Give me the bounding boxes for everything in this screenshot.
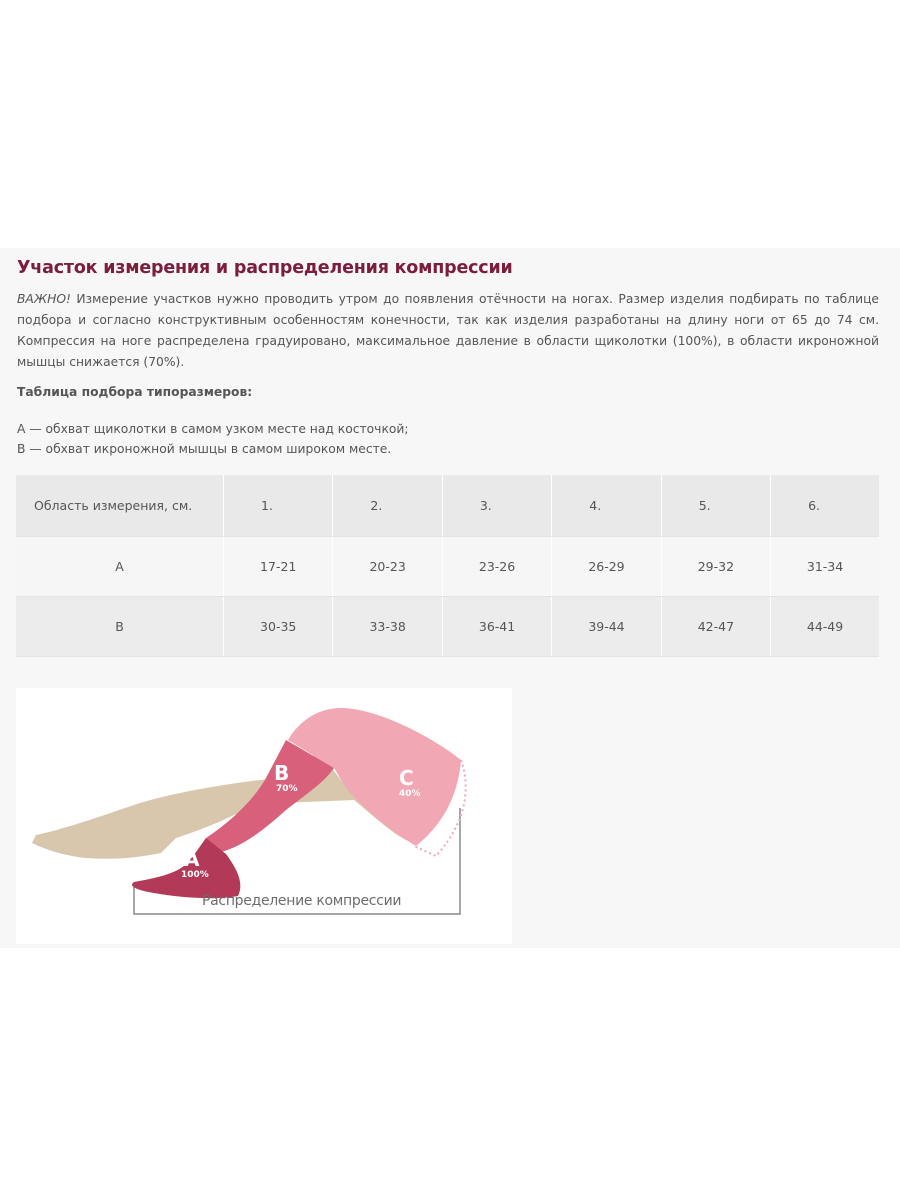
table-header-row bbox=[16, 475, 879, 537]
intro-paragraph bbox=[17, 289, 879, 373]
table-cell: 17-21 bbox=[224, 537, 333, 597]
header-cell: 2. bbox=[333, 475, 442, 537]
header-cell: Область измерения, см. bbox=[16, 475, 224, 537]
intro-text: Измерение участков нужно проводить утром до появления отёчности на ногах. Размер изделия подбирать по таблице подбора и согласно конструктивным особенностям конечности, так как изделия разработаны на длину ноги от 65 до 74 см. Компрессия на ноге распределена градуировано, максимальное давление в области щиколотки (100%), в области икроножной мышцы снижается (70%). bbox=[17, 292, 879, 369]
table-title: Таблица подбора типоразмеров: bbox=[17, 385, 253, 399]
size-table bbox=[16, 475, 879, 657]
table-cell: 44-49 bbox=[771, 597, 879, 657]
note-b: В — обхват икроножной мышцы в самом широком месте. bbox=[17, 442, 392, 456]
zone-c-value: 40% bbox=[399, 789, 421, 799]
header-cell: 4. bbox=[552, 475, 661, 537]
table-cell: 39-44 bbox=[552, 597, 661, 657]
note-a: А — обхват щиколотки в самом узком месте над косточкой; bbox=[17, 422, 409, 436]
table-row bbox=[16, 597, 879, 657]
header-cell: 5. bbox=[661, 475, 770, 537]
zone-c-letter: C bbox=[399, 766, 414, 790]
section-title: Участок измерения и распределения компрессии bbox=[17, 258, 513, 278]
row-label: А bbox=[16, 537, 224, 597]
table-cell: 42-47 bbox=[661, 597, 770, 657]
table-cell: 30-35 bbox=[224, 597, 333, 657]
table-cell: 31-34 bbox=[771, 537, 879, 597]
table-cell: 26-29 bbox=[552, 537, 661, 597]
zone-b-letter: B bbox=[274, 761, 290, 785]
table-row bbox=[16, 537, 879, 597]
table-cell: 33-38 bbox=[333, 597, 442, 657]
row-label: В bbox=[16, 597, 224, 657]
zone-a-value: 100% bbox=[181, 870, 209, 880]
intro-lead: ВАЖНО! bbox=[17, 292, 71, 306]
header-cell: 1. bbox=[224, 475, 333, 537]
figure-caption: Распределение компрессии bbox=[202, 893, 402, 909]
table-cell: 36-41 bbox=[442, 597, 551, 657]
table-cell: 20-23 bbox=[333, 537, 442, 597]
compression-figure bbox=[16, 688, 512, 944]
zone-b-value: 70% bbox=[276, 784, 298, 794]
zone-a-letter: A bbox=[184, 847, 200, 871]
header-cell: 3. bbox=[442, 475, 551, 537]
header-cell: 6. bbox=[771, 475, 879, 537]
table-cell: 29-32 bbox=[661, 537, 770, 597]
table-cell: 23-26 bbox=[442, 537, 551, 597]
